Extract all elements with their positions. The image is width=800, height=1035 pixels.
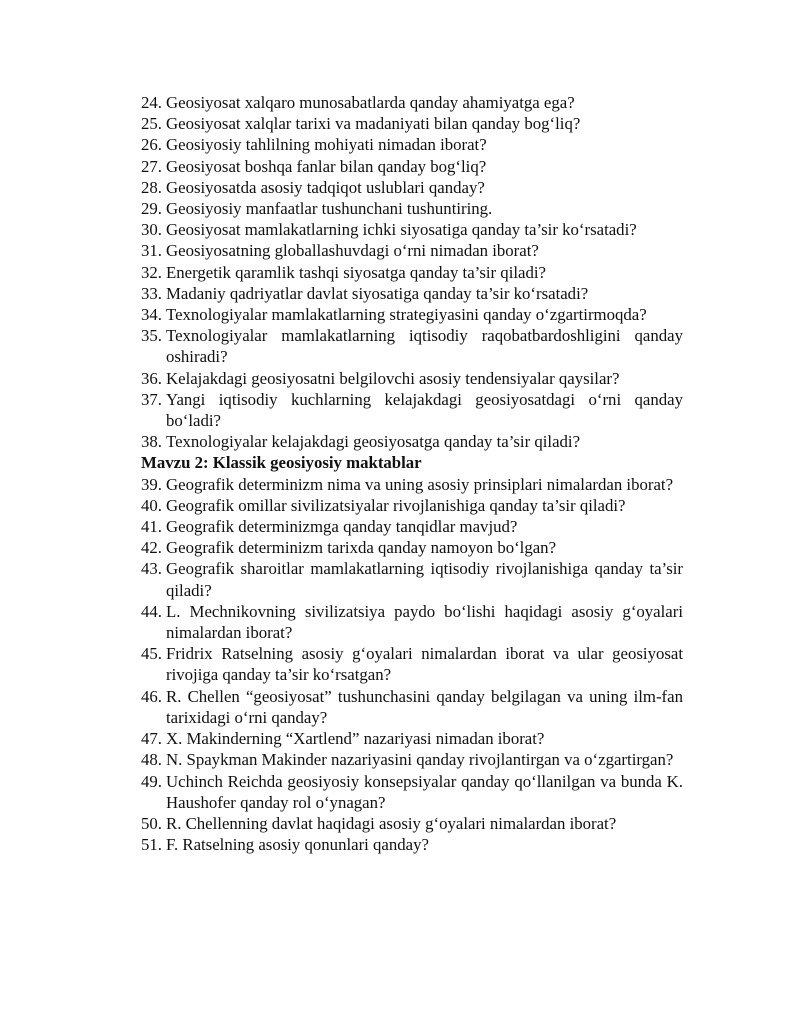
question-item <box>141 537 683 558</box>
question-number: 31. <box>141 241 162 261</box>
question-item <box>141 728 683 749</box>
question-item <box>141 834 683 855</box>
question-number: 44. <box>141 601 162 621</box>
question-text: Geografik determinizmga qanday tanqidlar mavjud? <box>166 517 518 537</box>
question-item <box>141 283 683 304</box>
question-text: Geosiyosatning globallashuvdagi o‘rni nimadan iborat? <box>166 241 539 261</box>
question-item <box>141 749 683 770</box>
question-item <box>141 686 683 728</box>
question-number: 34. <box>141 305 162 325</box>
document-page <box>141 92 683 855</box>
question-item <box>141 113 683 134</box>
question-number: 30. <box>141 220 162 240</box>
question-number: 47. <box>141 729 162 749</box>
question-number: 27. <box>141 156 162 176</box>
question-text: Uchinch Reichda geosiyosiy konsepsiyalar qanday qo‘llanilgan va bunda K. Haushofer qanday rol o‘ynagan? <box>166 771 683 812</box>
question-text: Geosiyosiy tahlilning mohiyati nimadan iborat? <box>166 135 487 155</box>
question-number: 36. <box>141 368 162 388</box>
question-text: R. Chellenning davlat haqidagi asosiy g‘oyalari nimalardan iborat? <box>166 813 617 833</box>
question-text: Geosiyosatda asosiy tadqiqot uslublari qanday? <box>166 177 485 197</box>
question-text: Yangi iqtisodiy kuchlarning kelajakdagi geosiyosatdagi o‘rni qanday bo‘ladi? <box>166 389 683 431</box>
question-text: X. Makinderning “Xartlend” nazariyasi nimadan iborat? <box>166 729 545 749</box>
question-text: Geografik omillar sivilizatsiyalar rivojlanishiga qanday ta’sir qiladi? <box>166 495 626 515</box>
question-text: Madaniy qadriyatlar davlat siyosatiga qanday ta’sir ko‘rsatadi? <box>166 283 589 303</box>
question-item <box>141 156 683 177</box>
question-list-section-1 <box>141 92 683 452</box>
question-number: 51. <box>141 835 162 855</box>
question-text: Texnologiyalar mamlakatlarning strategiyasini qanday o‘zgartirmoqda? <box>166 305 647 325</box>
question-number: 50. <box>141 813 162 833</box>
question-number: 45. <box>141 644 162 664</box>
question-item <box>141 495 683 516</box>
question-item <box>141 92 683 113</box>
question-item <box>141 177 683 198</box>
question-item <box>141 304 683 325</box>
question-number: 43. <box>141 559 162 579</box>
question-number: 46. <box>141 686 162 706</box>
question-text: N. Spaykman Makinder nazariyasini qanday rivojlantirgan va o‘zgartirgan? <box>166 750 674 770</box>
question-number: 48. <box>141 750 162 770</box>
question-text: Energetik qaramlik tashqi siyosatga qanday ta’sir qiladi? <box>166 262 546 282</box>
question-item <box>141 198 683 219</box>
question-number: 24. <box>141 93 162 112</box>
question-text: Fridrix Ratselning asosiy g‘oyalari nimalardan iborat va ular geosiyosat rivojiga qanday ta’sir ko‘rsatgan? <box>166 644 683 685</box>
question-item <box>141 240 683 261</box>
question-number: 32. <box>141 262 162 282</box>
question-text: Texnologiyalar kelajakdagi geosiyosatga qanday ta’sir qiladi? <box>166 432 581 452</box>
question-number: 35. <box>141 326 162 346</box>
question-text: Geosiyosat xalqlar tarixi va madaniyati bilan qanday bog‘liq? <box>166 114 581 134</box>
question-item <box>141 558 683 600</box>
question-item <box>141 431 683 452</box>
question-text: Geosiyosat mamlakatlarning ichki siyosatiga qanday ta’sir ko‘rsatadi? <box>166 220 637 240</box>
question-item <box>141 368 683 389</box>
question-text: L. Mechnikovning sivilizatsiya paydo bo‘lishi haqidagi asosiy g‘oyalari nimalardan iborat? <box>166 601 683 643</box>
question-number: 49. <box>141 771 162 791</box>
question-number: 25. <box>141 114 162 134</box>
question-text: Geosiyosat boshqa fanlar bilan qanday bog‘liq? <box>166 156 487 176</box>
question-number: 26. <box>141 135 162 155</box>
question-item <box>141 516 683 537</box>
question-number: 37. <box>141 389 162 409</box>
question-text: Kelajakdagi geosiyosatni belgilovchi asosiy tendensiyalar qaysilar? <box>166 368 620 388</box>
question-item <box>141 643 683 685</box>
question-text: Geografik determinizm tarixda qanday namoyon bo‘lgan? <box>166 538 557 558</box>
question-number: 33. <box>141 283 162 303</box>
question-number: 41. <box>141 517 162 537</box>
question-item <box>141 771 683 813</box>
question-item <box>141 262 683 283</box>
question-text: Geografik sharoitlar mamlakatlarning iqtisodiy rivojlanishiga qanday ta’sir qiladi? <box>166 559 683 600</box>
question-number: 28. <box>141 177 162 197</box>
question-item <box>141 325 683 367</box>
question-item <box>141 389 683 431</box>
question-number: 42. <box>141 538 162 558</box>
question-text: Texnologiyalar mamlakatlarning iqtisodiy raqobatbardoshligini qanday oshiradi? <box>166 326 683 367</box>
question-text: Geografik determinizm nima va uning asosiy prinsiplari nimalardan iborat? <box>166 474 674 494</box>
question-item <box>141 601 683 643</box>
question-item <box>141 474 683 495</box>
question-item <box>141 219 683 240</box>
question-item <box>141 813 683 834</box>
question-text: Geosiyosat xalqaro munosabatlarda qanday ahamiyatga ega? <box>166 93 575 112</box>
question-text: F. Ratselning asosiy qonunlari qanday? <box>166 835 429 855</box>
question-text: R. Chellen “geosiyosat” tushunchasini qanday belgilagan va uning ilm-fan tarixidagi o‘rni qanday? <box>166 686 683 727</box>
question-number: 39. <box>141 474 162 494</box>
question-number: 40. <box>141 495 162 515</box>
question-number: 38. <box>141 432 162 452</box>
question-list-section-2 <box>141 474 683 856</box>
question-item <box>141 134 683 155</box>
section-heading: Mavzu 2: Klassik geosiyosiy maktablar <box>141 453 422 473</box>
question-text: Geosiyosiy manfaatlar tushunchani tushuntiring. <box>166 199 493 219</box>
question-number: 29. <box>141 199 162 219</box>
